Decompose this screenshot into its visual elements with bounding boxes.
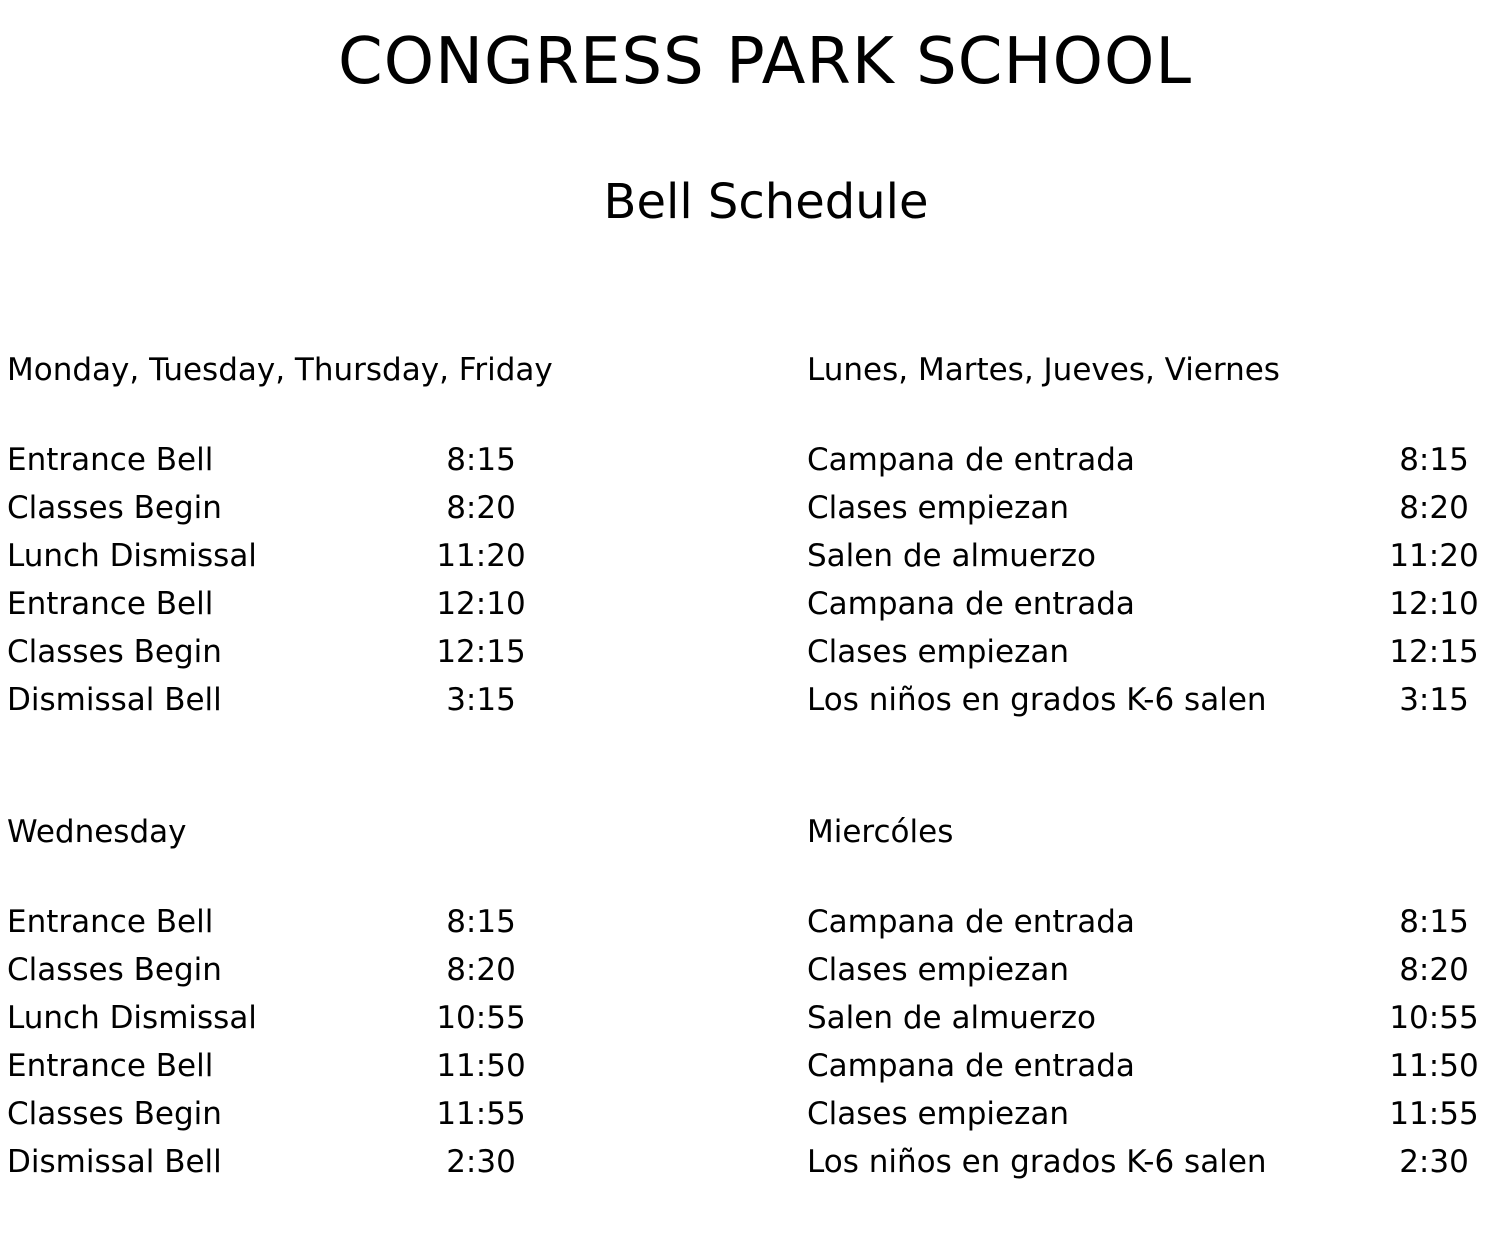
schedule-row xyxy=(7,580,707,628)
schedule-row xyxy=(7,1090,707,1138)
row-time: 8:15 xyxy=(1399,442,1469,478)
schedule-row xyxy=(7,946,707,994)
schedule-row xyxy=(807,1042,1497,1090)
row-label: Clases empiezan xyxy=(807,952,1070,988)
row-label: Clases empiezan xyxy=(807,1096,1070,1132)
row-time: 12:15 xyxy=(436,634,526,670)
schedule-row xyxy=(807,580,1497,628)
row-time: 8:15 xyxy=(446,904,516,940)
schedule-row xyxy=(7,676,707,724)
schedule-row xyxy=(807,946,1497,994)
row-label: Classes Begin xyxy=(7,490,222,526)
schedule-regular-spanish xyxy=(807,346,1497,724)
schedule-row xyxy=(807,676,1497,724)
row-label: Salen de almuerzo xyxy=(807,1000,1096,1036)
row-label: Classes Begin xyxy=(7,1096,222,1132)
schedule-row xyxy=(807,994,1497,1042)
row-label: Salen de almuerzo xyxy=(807,538,1096,574)
schedule-row xyxy=(7,436,707,484)
school-name: CONGRESS PARK SCHOOL xyxy=(338,25,1192,99)
row-time: 2:30 xyxy=(1399,1144,1469,1180)
row-label: Lunch Dismissal xyxy=(7,538,257,574)
schedule-row xyxy=(7,532,707,580)
row-label: Clases empiezan xyxy=(807,490,1070,526)
page-title: Bell Schedule xyxy=(603,174,929,230)
row-label: Classes Begin xyxy=(7,952,222,988)
schedule-regular-english xyxy=(7,346,707,724)
row-label: Dismissal Bell xyxy=(7,682,222,718)
row-time: 11:50 xyxy=(436,1048,526,1084)
schedule-row xyxy=(807,628,1497,676)
schedule-wednesday-spanish xyxy=(807,808,1497,1186)
row-time: 12:15 xyxy=(1389,634,1479,670)
row-time: 11:50 xyxy=(1389,1048,1479,1084)
schedule-row xyxy=(7,484,707,532)
schedule-heading: Lunes, Martes, Jueves, Viernes xyxy=(807,352,1280,388)
row-time: 3:15 xyxy=(1399,682,1469,718)
row-time: 12:10 xyxy=(436,586,526,622)
row-label: Los niños en grados K-6 salen xyxy=(807,682,1267,718)
row-time: 8:20 xyxy=(446,490,516,526)
row-label: Clases empiezan xyxy=(807,634,1070,670)
row-label: Dismissal Bell xyxy=(7,1144,222,1180)
schedule-row xyxy=(7,898,707,946)
row-label: Lunch Dismissal xyxy=(7,1000,257,1036)
row-time: 8:20 xyxy=(446,952,516,988)
schedule-heading: Wednesday xyxy=(7,814,187,850)
schedule-row xyxy=(7,1042,707,1090)
row-label: Campana de entrada xyxy=(807,442,1135,478)
row-label: Campana de entrada xyxy=(807,1048,1135,1084)
schedule-row xyxy=(807,436,1497,484)
row-time: 12:10 xyxy=(1389,586,1479,622)
row-label: Entrance Bell xyxy=(7,1048,214,1084)
row-time: 8:20 xyxy=(1399,490,1469,526)
row-label: Los niños en grados K-6 salen xyxy=(807,1144,1267,1180)
schedule-row xyxy=(7,628,707,676)
row-time: 8:15 xyxy=(446,442,516,478)
schedule-row xyxy=(7,994,707,1042)
row-time: 2:30 xyxy=(446,1144,516,1180)
schedule-row xyxy=(7,1138,707,1186)
row-label: Campana de entrada xyxy=(807,586,1135,622)
schedule-row xyxy=(807,1138,1497,1186)
schedule-heading: Monday, Tuesday, Thursday, Friday xyxy=(7,352,553,388)
row-time: 10:55 xyxy=(436,1000,526,1036)
row-time: 8:20 xyxy=(1399,952,1469,988)
schedule-wednesday-english xyxy=(7,808,707,1186)
row-time: 8:15 xyxy=(1399,904,1469,940)
row-time: 3:15 xyxy=(446,682,516,718)
row-label: Entrance Bell xyxy=(7,442,214,478)
row-time: 11:55 xyxy=(436,1096,526,1132)
schedule-row xyxy=(807,532,1497,580)
schedule-row xyxy=(807,484,1497,532)
row-time: 10:55 xyxy=(1389,1000,1479,1036)
row-time: 11:20 xyxy=(436,538,526,574)
schedule-row xyxy=(807,1090,1497,1138)
row-label: Classes Begin xyxy=(7,634,222,670)
schedule-row xyxy=(807,898,1497,946)
row-label: Entrance Bell xyxy=(7,904,214,940)
row-label: Entrance Bell xyxy=(7,586,214,622)
row-label: Campana de entrada xyxy=(807,904,1135,940)
row-time: 11:20 xyxy=(1389,538,1479,574)
row-time: 11:55 xyxy=(1389,1096,1479,1132)
schedule-heading: Miercóles xyxy=(807,814,954,850)
